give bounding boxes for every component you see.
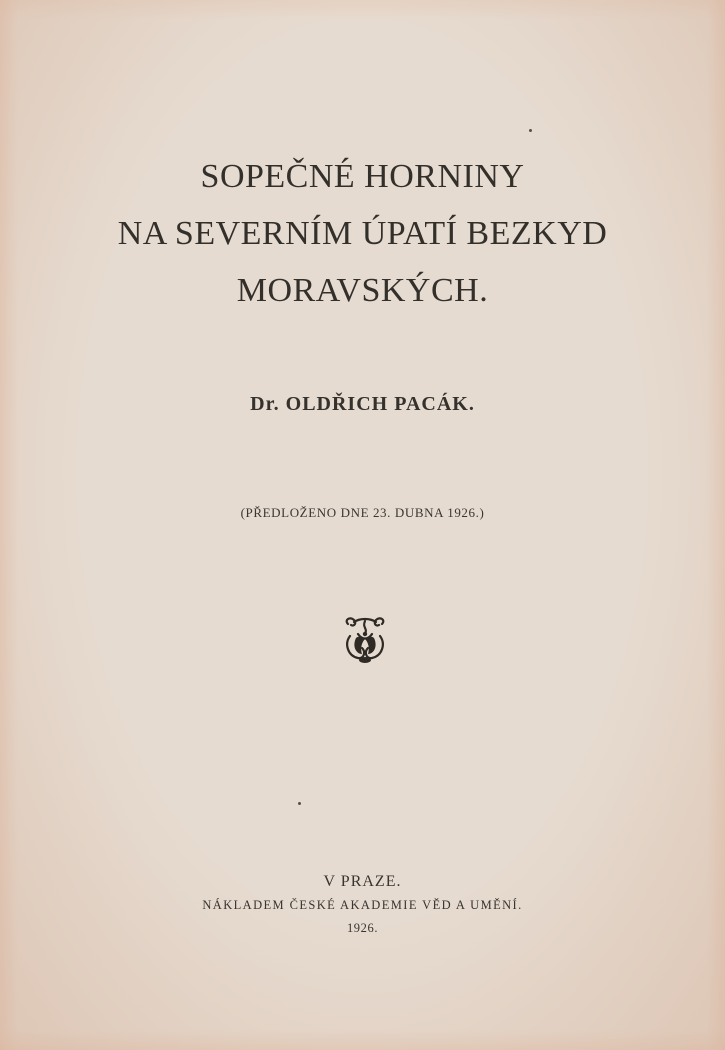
imprint-year: 1926. xyxy=(346,921,379,935)
floral-vignette-icon xyxy=(340,614,390,666)
imprint-place: V PRAZE. xyxy=(323,873,402,890)
paper-speck xyxy=(529,129,532,132)
imprint-publisher: NÁKLADEM ČESKÉ AKADEMIE VĚD A UMĚNÍ. xyxy=(202,898,523,912)
title-line-1: SOPEČNÉ HORNINY xyxy=(200,158,525,195)
author-name: Dr. OLDŘICH PACÁK. xyxy=(250,393,475,415)
submission-note: (PŘEDLOŽENO DNE 23. DUBNA 1926.) xyxy=(240,505,485,520)
title-line-3: MORAVSKÝCH. xyxy=(236,272,489,309)
title-line-2: NA SEVERNÍM ÚPATÍ BEZKYD xyxy=(117,215,608,252)
paper-speck xyxy=(298,802,301,805)
